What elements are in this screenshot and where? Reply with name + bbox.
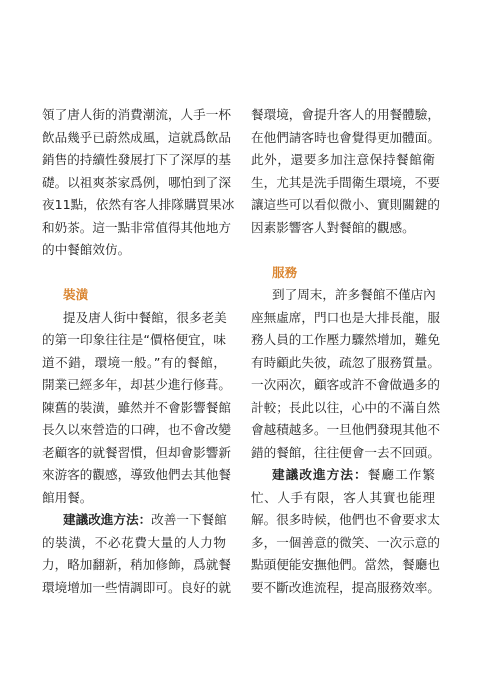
paragraph-line: 讓這些可以看似微小、實則關鍵的	[251, 197, 440, 212]
paragraph-line: 和奶茶。這一點非常值得其他地方	[42, 219, 231, 235]
paragraph-line: 長久以來營造的口碑，也不會改變	[42, 422, 231, 437]
paragraph-line: 在他們請客時也會覺得更加體面。	[251, 129, 440, 145]
paragraph-line: 領了唐人街的消費潮流，人手一杯	[42, 107, 231, 122]
paragraph-line: 礎。以祖爽茶家爲例，哪怕到了深	[42, 174, 231, 190]
paragraph-line: 到了周末，許多餐館不僅店內	[272, 287, 436, 302]
paragraph-line: 務人員的工作壓力驟然增加，難免	[251, 332, 440, 347]
paragraph-line: 要不斷改進流程，提高服務效率。	[251, 579, 440, 595]
paragraph-line: 因素影響客人對餐館的觀感。	[251, 219, 415, 235]
paragraph-line: 計較；長此以往，心中的不滿自然	[251, 399, 440, 415]
paragraph-line: 老顧客的就餐習慣，但却會影響新	[42, 444, 231, 460]
section-heading-service: 服務	[272, 264, 298, 280]
paragraph-line: 一次兩次，顧客或許不會做過多的	[251, 377, 440, 392]
paragraph-line: 錯的餐館，往往便會一去不回頭。	[251, 444, 440, 460]
paragraph-line: 餐環境，會提升客人的用餐體驗，	[251, 107, 440, 122]
paragraph-line: 多，一個善意的微笑、一次示意的	[251, 534, 440, 550]
section-gap	[42, 262, 226, 285]
suggestion-text: 餐廳工作繁	[367, 467, 436, 482]
paragraph-line: 有時顧此失彼，疏忽了服務質量。	[251, 354, 440, 370]
paragraph-line: 開業已經多年，却甚少進行修葺。	[42, 377, 231, 392]
paragraph-line: 道不錯，環境一般。”有的餐館，	[42, 354, 226, 370]
suggestion-line	[42, 509, 226, 532]
paragraph-line: 解。很多時候，他們也不會要求太	[251, 512, 440, 527]
left-column	[42, 104, 235, 599]
paragraph-line: 來游客的觀感，導致他們去其他餐	[42, 467, 231, 482]
paragraph-line: 館用餐。	[42, 489, 93, 505]
suggestion-text: 改善一下餐館	[151, 512, 227, 527]
paragraph-line: 力，略加翻新，稍加修飾，爲就餐	[42, 557, 231, 572]
paragraph-line: 此外，還要多加注意保持餐館衛	[251, 152, 435, 167]
suggestion-label: 建議改進方法：	[63, 512, 152, 527]
paragraph-line: 座無虛席，門口也是大排長龍，服	[251, 309, 440, 325]
paragraph-line: 點頭便能安撫他們。當然，餐廳也	[251, 557, 440, 572]
paragraph-line: 環境增加一些情調即可。良好的就	[42, 579, 231, 595]
right-column	[251, 104, 440, 599]
paragraph-line: 的第一印象往往是“價格便宜，味	[42, 332, 226, 347]
paragraph-line: 忙、人手有限，客人其實也能理	[251, 489, 435, 505]
section-heading-decoration: 裝潢	[63, 287, 89, 302]
paragraph-line: 夜11點，依然有客人排隊購買果冰	[42, 197, 235, 212]
paragraph-line: 的中餐館效仿。	[42, 242, 131, 257]
section-gap	[251, 239, 435, 262]
paragraph-line: 提及唐人街中餐館，很多老美	[63, 309, 227, 325]
paragraph-line: 生，尤其是洗手間衛生環境，不要	[251, 174, 440, 190]
paragraph-line: 的裝潢，不必花費大量的人力物	[42, 534, 226, 550]
suggestion-label: 建議改進方法：	[272, 467, 368, 482]
paragraph-line: 會越積越多。一旦他們發現其他不	[251, 422, 440, 437]
paragraph-line: 飲品幾乎已蔚然成風，這就爲飲品	[42, 129, 231, 145]
paragraph-line: 陳舊的裝潢，雖然并不會影響餐館	[42, 399, 231, 415]
suggestion-line	[251, 464, 435, 487]
paragraph-line: 銷售的持續性發展打下了深厚的基	[42, 152, 231, 167]
